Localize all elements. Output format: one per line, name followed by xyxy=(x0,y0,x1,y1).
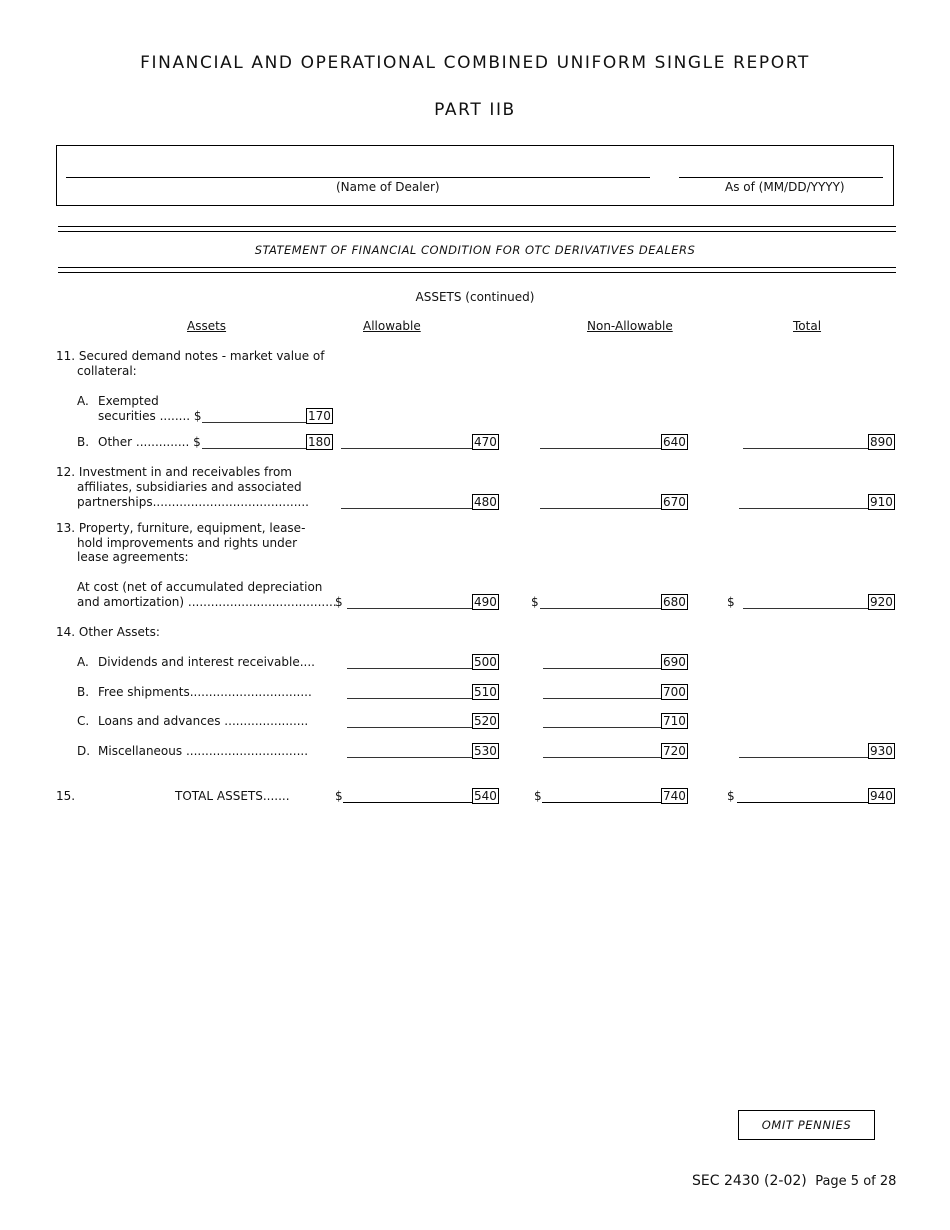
code-box-520: 520 xyxy=(472,713,499,729)
code-box-740: 740 xyxy=(661,788,688,804)
column-header-non-allowable: Non-Allowable xyxy=(587,319,673,333)
item-11-label-cont: collateral: xyxy=(77,364,137,378)
report-date-label: As of (MM/DD/YYYY) xyxy=(725,180,845,194)
item-14-label: 14. Other Assets: xyxy=(56,625,160,639)
form-id: SEC 2430 (2-02) xyxy=(692,1173,807,1189)
item-14a-letter: A. xyxy=(77,655,89,669)
code-box-930: 930 xyxy=(868,743,895,759)
item-14c-non-allowable-input[interactable] xyxy=(543,727,661,728)
statement-title: STATEMENT OF FINANCIAL CONDITION FOR OTC DERIVATIVES DEALERS xyxy=(254,243,696,257)
currency-symbol: $ xyxy=(534,789,542,803)
dealer-name-field[interactable] xyxy=(66,177,650,178)
code-box-680: 680 xyxy=(661,594,688,610)
code-box-700: 700 xyxy=(661,684,688,700)
item-14b-non-allowable-input[interactable] xyxy=(543,698,661,699)
rule-bottom-2 xyxy=(58,272,896,273)
item-13-label-cont2: lease agreements: xyxy=(77,550,189,564)
item-14d-letter: D. xyxy=(77,744,91,758)
item-13-label: 13. Property, furniture, equipment, lease- xyxy=(56,521,306,535)
dealer-info-box xyxy=(56,145,894,206)
item-13-total-input[interactable] xyxy=(743,608,868,609)
item-11a-label: Exempted xyxy=(98,394,159,408)
item-13-allowable-input[interactable] xyxy=(347,608,472,609)
item-15-label: TOTAL ASSETS....... xyxy=(175,789,290,803)
item-14c-label: Loans and advances ...................... xyxy=(98,714,309,728)
item-11a-input[interactable] xyxy=(202,422,306,423)
code-box-940: 940 xyxy=(868,788,895,804)
total-assets-allowable-input[interactable] xyxy=(343,802,472,803)
code-box-180: 180 xyxy=(306,434,333,450)
item-14b-letter: B. xyxy=(77,685,90,699)
currency-symbol: $ xyxy=(727,789,735,803)
part-title: PART IIB xyxy=(434,100,516,120)
dealer-name-label: (Name of Dealer) xyxy=(336,180,440,194)
rule-top-1 xyxy=(58,226,896,227)
column-header-assets: Assets xyxy=(187,319,227,333)
code-box-490: 490 xyxy=(472,594,499,610)
item-13-cost-label: At cost (net of accumulated depreciation xyxy=(77,580,323,594)
item-14b-label: Free shipments................................ xyxy=(98,685,312,699)
item-14a-label: Dividends and interest receivable.... xyxy=(98,655,315,669)
code-box-690: 690 xyxy=(661,654,688,670)
form-number xyxy=(692,1173,896,1189)
code-box-510: 510 xyxy=(472,684,499,700)
item-11b-label: Other .............. $ xyxy=(98,435,201,449)
code-box-470: 470 xyxy=(472,434,499,450)
item-15-number: 15. xyxy=(56,789,76,803)
item-13-cost-label-cont: and amortization) ....................................... xyxy=(77,595,337,609)
total-assets-total-input[interactable] xyxy=(737,802,868,803)
item-13-non-allowable-input[interactable] xyxy=(540,608,661,609)
code-box-720: 720 xyxy=(661,743,688,759)
item-12-total-input[interactable] xyxy=(739,508,868,509)
code-box-640: 640 xyxy=(661,434,688,450)
item-14a-allowable-input[interactable] xyxy=(347,668,472,669)
code-box-540: 540 xyxy=(472,788,499,804)
currency-symbol: $ xyxy=(335,789,343,803)
currency-symbol: $ xyxy=(531,595,539,609)
item-11b-collateral-input[interactable] xyxy=(202,448,306,449)
item-11b-letter: B. xyxy=(77,435,90,449)
code-box-710: 710 xyxy=(661,713,688,729)
currency-symbol: $ xyxy=(727,595,735,609)
currency-symbol: $ xyxy=(335,595,343,609)
section-title: ASSETS (continued) xyxy=(415,290,535,304)
report-date-field[interactable] xyxy=(679,177,883,178)
item-11a-letter: A. xyxy=(77,394,89,408)
code-box-500: 500 xyxy=(472,654,499,670)
code-box-670: 670 xyxy=(661,494,688,510)
item-11a-label-cont: securities ........ $ xyxy=(98,409,202,423)
item-13-label-cont: hold improvements and rights under xyxy=(77,536,298,550)
item-11b-non-allowable-input[interactable] xyxy=(540,448,661,449)
page-number: Page 5 of 28 xyxy=(815,1174,897,1189)
item-12-label: 12. Investment in and receivables from xyxy=(56,465,292,479)
item-14c-allowable-input[interactable] xyxy=(347,727,472,728)
item-11b-total-input[interactable] xyxy=(743,448,868,449)
item-12-non-allowable-input[interactable] xyxy=(540,508,661,509)
report-title: FINANCIAL AND OPERATIONAL COMBINED UNIFORM SINGLE REPORT xyxy=(140,53,810,73)
code-box-910: 910 xyxy=(868,494,895,510)
omit-pennies-note: OMIT PENNIES xyxy=(738,1110,875,1140)
code-box-920: 920 xyxy=(868,594,895,610)
item-11b-allowable-input[interactable] xyxy=(341,448,472,449)
column-header-allowable: Allowable xyxy=(363,319,421,333)
code-box-530: 530 xyxy=(472,743,499,759)
item-11-label: 11. Secured demand notes - market value of xyxy=(56,349,325,363)
item-14d-allowable-input[interactable] xyxy=(347,757,472,758)
code-box-170: 170 xyxy=(306,408,333,424)
column-header-total: Total xyxy=(793,319,822,333)
code-box-480: 480 xyxy=(472,494,499,510)
item-14d-total-input[interactable] xyxy=(739,757,868,758)
item-12-label-cont2: partnerships......................................... xyxy=(77,495,309,509)
item-12-allowable-input[interactable] xyxy=(341,508,472,509)
rule-bottom-1 xyxy=(58,267,896,268)
item-12-label-cont: affiliates, subsidiaries and associated xyxy=(77,480,302,494)
item-14b-allowable-input[interactable] xyxy=(347,698,472,699)
item-14c-letter: C. xyxy=(77,714,90,728)
item-14a-non-allowable-input[interactable] xyxy=(543,668,661,669)
item-14d-non-allowable-input[interactable] xyxy=(543,757,661,758)
rule-top-2 xyxy=(58,231,896,232)
code-box-890: 890 xyxy=(868,434,895,450)
item-14d-label: Miscellaneous ................................ xyxy=(98,744,309,758)
total-assets-non-allowable-input[interactable] xyxy=(542,802,661,803)
